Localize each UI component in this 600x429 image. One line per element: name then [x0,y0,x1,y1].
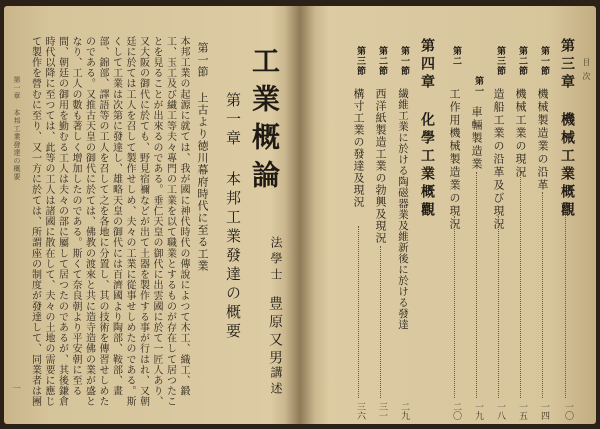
toc-chapter-4: 第四章 化學工業概觀 [419,38,435,220]
toc-leader [542,192,543,398]
toc-page-number: 二九 [399,402,409,420]
toc-section-title: 機械工業の現況 [514,88,527,179]
toc-leader [498,216,499,398]
toc-header: 目次 [582,58,591,86]
running-header: 第一章 本邦工業發達の概要 [13,76,21,181]
right-page [304,6,596,424]
toc-section-title: 西洋紙製造工業の勃興及現況 [374,88,387,244]
body-paragraph: 本邦工業の起源に就ては、我が國に神代時代の傳說によつて木工、織工、鍛工、玉工及び繊工等夫々專門の工業を以て職業とするものが存在して居つたことを見ることが出來るのである。垂仁天皇の御代に出雲國に於て一匠人あり、又大阪の御代に於ても、野見宿禰などが出て土器を製作する事が行はれ、又朝廷に於ては工人を召して製作せしめ、夫々の工業に從事せしめたのである。斯くして工業は次第に發達し、雄略天皇の御代には百濟國より陶部、鞍部、畫部、錦部、譯語等の工人を召して之を各地に分置し、其の技術を傳習せしめたのである。又推古天皇の御代に於ては、佛教の渡來と共に造寺造佛の業が盛となり、工人の數も著しく增加したのである。斯くて奈良朝より平安朝に至る間、朝廷の御用を勤むる工人は夫々の部に屬して居つたのであるが、其後鎌倉時代以降に至つては、此等の工人は諸國に散在して、夫々の土地の需要に應じて製作を營むに至り、又一方に於ては、所謂座の制度が發達して、同業者は團 [29,36,189,407]
toc-page-number: 一八 [495,402,505,420]
left-page-number: 一 [12,384,21,392]
toc-section-label: 第三節 [495,46,505,76]
toc-page-number: 一四 [539,402,549,420]
toc-section-title: 造船工業の沿革及び現況 [492,88,505,231]
toc-page-number: 二〇 [451,402,461,420]
toc-leader [476,172,477,398]
toc-section-label: 第二 [451,46,461,66]
toc-section-title: 車輛製造業 [470,106,483,171]
author-title: 法學士 [269,236,283,284]
toc-section-label: 第三節 [355,46,365,76]
left-page [4,6,296,424]
toc-leader [358,226,359,398]
toc-leader [565,202,566,398]
toc-page-number: 三一 [377,402,387,420]
toc-section-title: 機械製造業の沿革 [536,88,549,192]
author-suffix: 講述 [269,366,283,398]
toc-section-title: 工作用機械製造業の現況 [448,88,461,231]
toc-leader [520,172,521,398]
toc-section-label: 第二節 [377,46,387,76]
author-name: 豊原又男 [267,296,283,368]
toc-page-number: 三六 [355,402,365,420]
toc-leader [380,246,381,398]
toc-section-label: 第一 [473,76,483,96]
book-title: 工業概論 [248,46,281,198]
toc-page-number: 一〇 [563,402,573,420]
toc-section-label: 第一節 [399,46,409,76]
toc-chapter-3: 第三章 機械工業概觀 [559,38,575,220]
section-heading: 第一節 上古より徳川幕府時代に至る工業 [196,42,209,272]
toc-page-number: 一九 [473,402,483,420]
body-text [28,36,190,414]
chapter-heading: 第一章 本邦工業發達の概要 [224,92,242,342]
toc-section-title: 構寸工業の發達及現況 [352,88,365,208]
toc-section-title: 繊維工業に於ける陶磁器業及維新後に於ける發達 [397,88,409,330]
toc-section-label: 第一節 [539,46,549,76]
toc-leader [454,216,455,398]
toc-page-number: 一五 [517,402,527,420]
toc-section-label: 第二節 [517,46,527,76]
